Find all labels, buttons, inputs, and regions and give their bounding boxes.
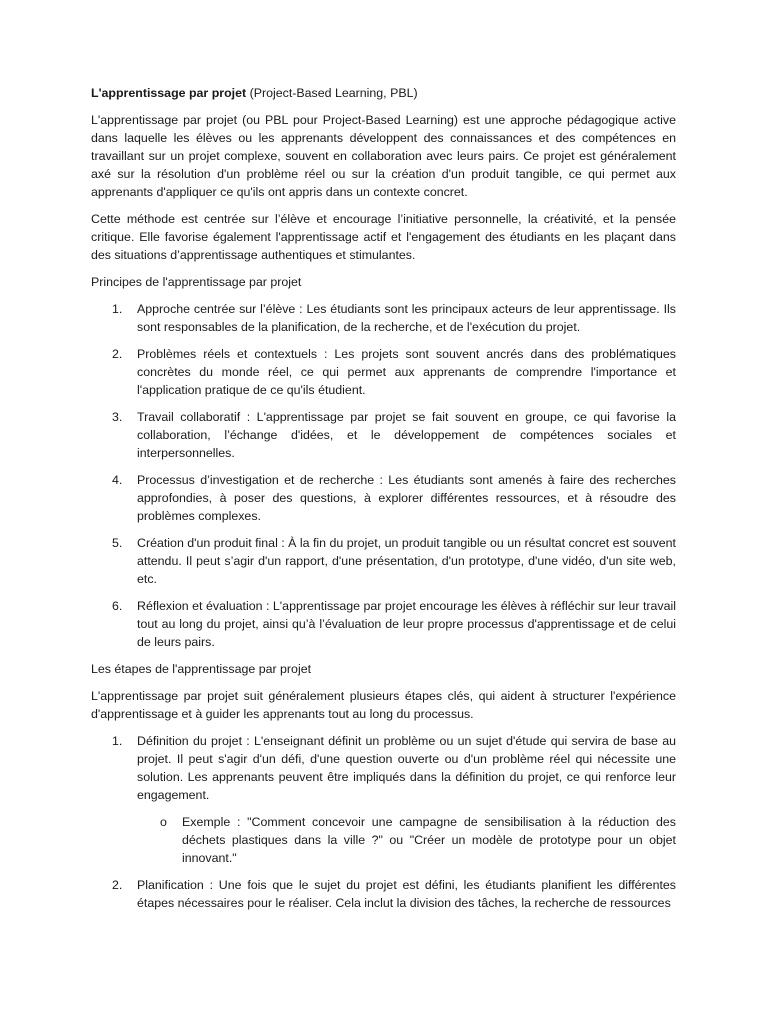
list-item xyxy=(91,876,676,912)
sub-list xyxy=(137,813,676,867)
title-bold: L'apprentissage par projet xyxy=(91,86,247,100)
list-number: 1. xyxy=(112,302,123,316)
list-number: 4. xyxy=(112,473,123,487)
sub-list-item-text: Exemple : "Comment concevoir une campagne de sensibilisation à la réduction des déchets plastiques dans la ville ?" ou "Créer un modèle de prototype pour un objet innovant." xyxy=(182,815,676,865)
list-number: 2. xyxy=(112,878,123,892)
list-item-text: Travail collaboratif : L'apprentissage par projet se fait souvent en groupe, ce qui favorise la collaboration, l’échange d'idées, et le développement de compétences sociales et interpersonnelles. xyxy=(137,410,676,460)
principles-heading: Principes de l'apprentissage par projet xyxy=(91,275,302,289)
list-item xyxy=(91,534,676,588)
list-item-text: Définition du projet : L'enseignant définit un problème ou un sujet d'étude qui servira de base au projet. Il peut s'agir d'un défi, d'une question ouverte ou d'un problème réel qui nécessite une solution. Les apprenants peuvent être impliqués dans la définition du projet, ce qui renforce leur engagement. xyxy=(137,734,676,802)
list-number: 2. xyxy=(112,347,123,361)
list-number: 6. xyxy=(112,599,123,613)
steps-list xyxy=(91,732,676,912)
steps-heading: Les étapes de l'apprentissage par projet xyxy=(91,662,312,676)
document-body xyxy=(91,84,676,921)
list-item-text: Planification : Une fois que le sujet du projet est défini, les étudiants planifient les différentes étapes nécessaires pour le réaliser. Cela inclut la division des tâches, la recherche de ressources xyxy=(137,878,676,910)
list-item xyxy=(91,732,676,867)
list-item xyxy=(91,345,676,399)
list-number: 1. xyxy=(112,734,123,748)
list-number: 5. xyxy=(112,536,123,550)
list-item-text: Réflexion et évaluation : L'apprentissage par projet encourage les élèves à réfléchir sur leur travail tout au long du projet, ainsi qu’à l’évaluation de leur propre processus d'apprentissage et de celui de leurs pairs. xyxy=(137,599,676,649)
circle-bullet-icon: o xyxy=(160,815,167,829)
list-item-text: Processus d’investigation et de recherche : Les étudiants sont amenés à faire des recherches approfondies, à poser des questions, à explorer différentes ressources, et à résoudre des problèmes complexes. xyxy=(137,473,676,523)
list-item-text: Problèmes réels et contextuels : Les projets sont souvent ancrés dans des problématiques concrètes du monde réel, ce qui permet aux apprenants de comprendre l'importance et l'application pratique de ce qu'ils étudient. xyxy=(137,347,676,397)
list-number: 3. xyxy=(112,410,123,424)
title-subtitle: (Project-Based Learning, PBL) xyxy=(246,86,418,100)
list-item xyxy=(91,300,676,336)
principles-list xyxy=(91,300,676,651)
sub-list-item xyxy=(137,813,676,867)
list-item xyxy=(91,408,676,462)
document-title xyxy=(91,84,676,102)
intro-paragraph-2: Cette méthode est centrée sur l’élève et encourage l’initiative personnelle, la créativité, et la pensée critique. Elle favorise également l'apprentissage actif et l'engagement des étudiants en les plaçant dans des situations d’apprentissage authentiques et stimulantes. xyxy=(91,212,676,262)
list-item-text: Approche centrée sur l’élève : Les étudiants sont les principaux acteurs de leur apprentissage. Ils sont responsables de la planification, de la recherche, et de l'exécution du projet. xyxy=(137,302,676,334)
list-item-text: Création d'un produit final : À la fin du projet, un produit tangible ou un résultat concret est souvent attendu. Il peut s’agir d'un rapport, d'une présentation, d'un prototype, d'une vidéo, d'un site web, etc. xyxy=(137,536,676,586)
list-item xyxy=(91,597,676,651)
intro-paragraph-1: L'apprentissage par projet (ou PBL pour Project-Based Learning) est une approche pédagogique active dans laquelle les élèves ou les apprenants développent des connaissances et des compétences en travaillant sur un projet complexe, souvent en collaboration avec leurs pairs. Ce projet est généralement axé sur la résolution d'un problème réel ou sur la création d'un produit tangible, ce qui permet aux apprenants d'appliquer ce qu'ils ont appris dans un contexte concret. xyxy=(91,113,676,199)
steps-intro-paragraph: L'apprentissage par projet suit généralement plusieurs étapes clés, qui aident à structurer l'expérience d'apprentissage et à guider les apprenants tout au long du processus. xyxy=(91,689,676,721)
list-item xyxy=(91,471,676,525)
